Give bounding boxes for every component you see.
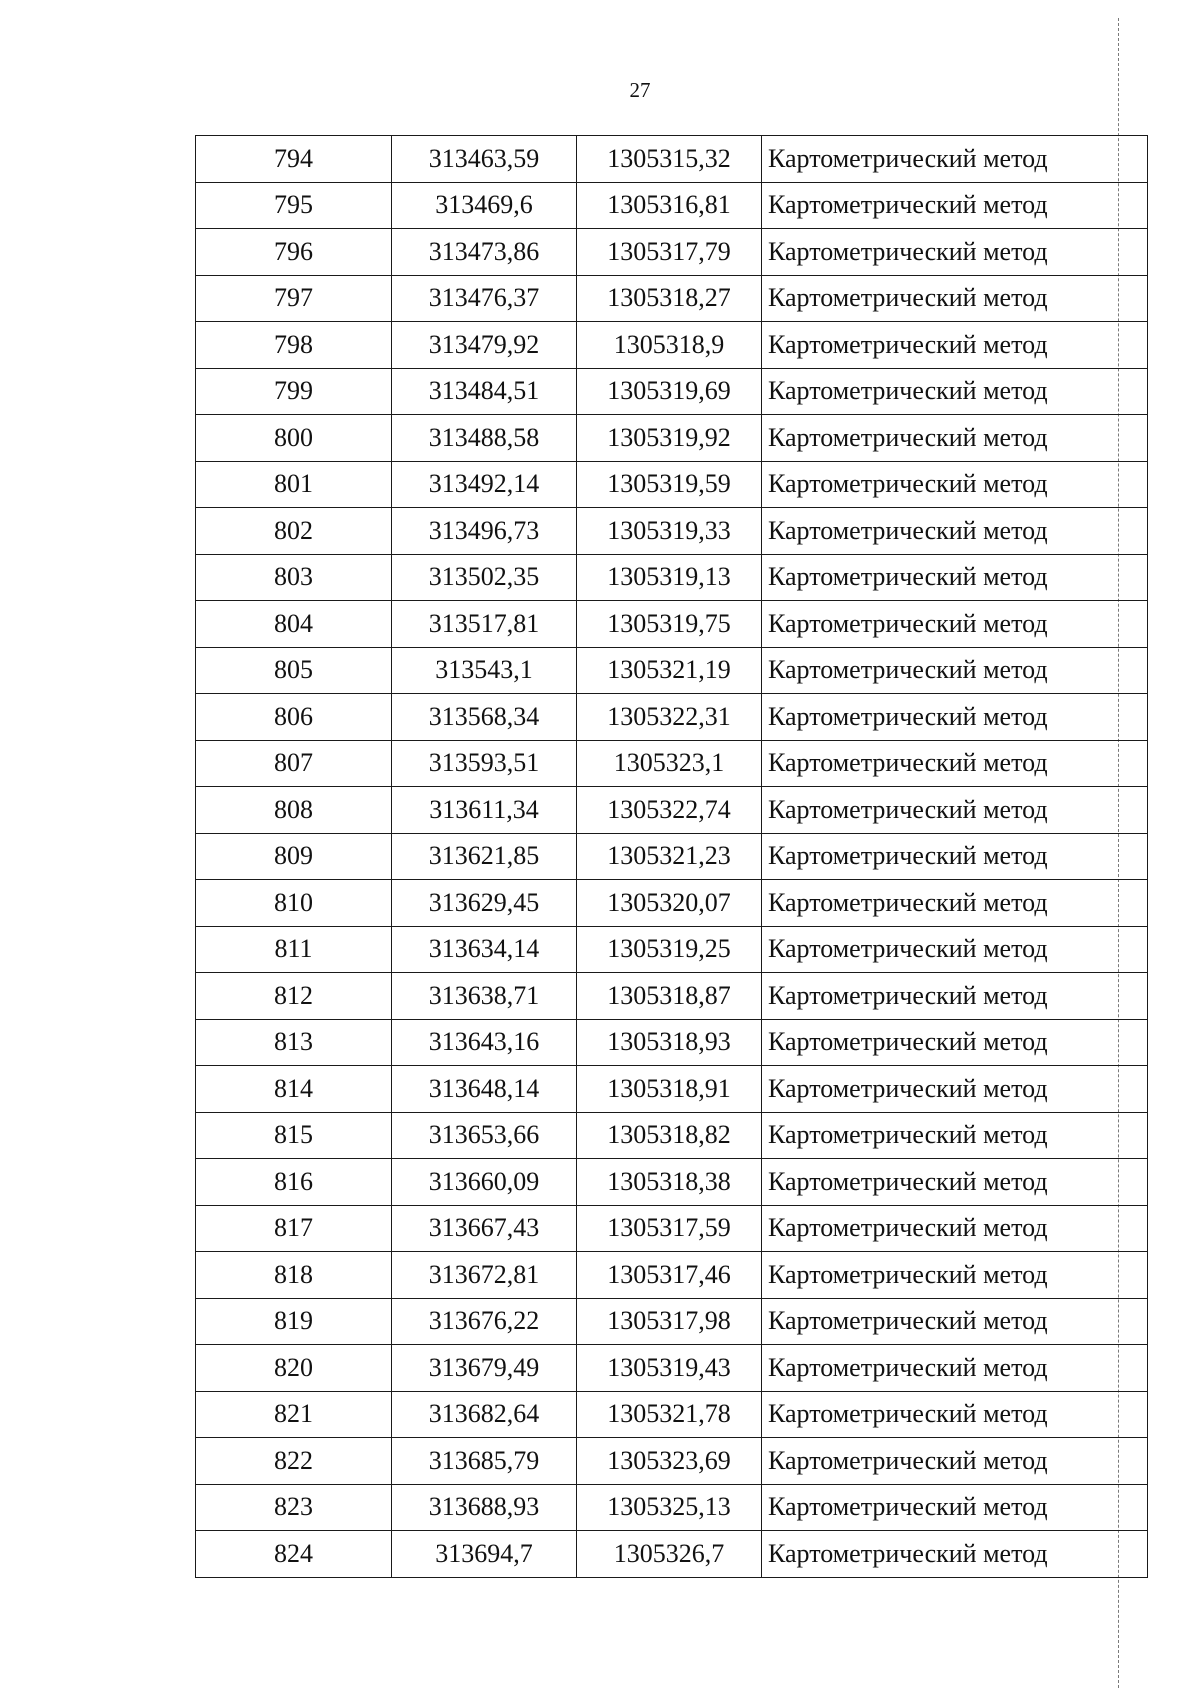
table-row [196, 415, 1148, 462]
table-row [196, 1252, 1148, 1299]
cell-method: Картометрический метод [762, 1205, 1148, 1252]
cell-point-number: 802 [196, 508, 392, 555]
cell-point-number: 798 [196, 322, 392, 369]
cell-coordinate-x: 313479,92 [392, 322, 577, 369]
cell-method: Картометрический метод [762, 1484, 1148, 1531]
cell-coordinate-x: 313682,64 [392, 1391, 577, 1438]
cell-method: Картометрический метод [762, 461, 1148, 508]
cell-point-number: 794 [196, 136, 392, 183]
cell-coordinate-y: 1305319,92 [577, 415, 762, 462]
table-row [196, 694, 1148, 741]
cell-point-number: 795 [196, 182, 392, 229]
cell-coordinate-x: 313667,43 [392, 1205, 577, 1252]
cell-method: Картометрический метод [762, 229, 1148, 276]
cell-method: Картометрический метод [762, 368, 1148, 415]
cell-method: Картометрический метод [762, 1019, 1148, 1066]
page-number: 27 [629, 78, 651, 102]
cell-coordinate-y: 1305319,13 [577, 554, 762, 601]
cell-method: Картометрический метод [762, 136, 1148, 183]
cell-method: Картометрический метод [762, 1438, 1148, 1485]
cell-coordinate-y: 1305319,59 [577, 461, 762, 508]
table-row [196, 322, 1148, 369]
cell-point-number: 817 [196, 1205, 392, 1252]
cell-coordinate-y: 1305321,23 [577, 833, 762, 880]
cell-coordinate-y: 1305319,69 [577, 368, 762, 415]
cell-coordinate-x: 313660,09 [392, 1159, 577, 1206]
cell-method: Картометрический метод [762, 1298, 1148, 1345]
cell-coordinate-x: 313473,86 [392, 229, 577, 276]
cell-point-number: 804 [196, 601, 392, 648]
cell-method: Картометрический метод [762, 1252, 1148, 1299]
cell-point-number: 799 [196, 368, 392, 415]
table-row [196, 601, 1148, 648]
cell-coordinate-y: 1305318,27 [577, 275, 762, 322]
cell-coordinate-y: 1305315,32 [577, 136, 762, 183]
cell-method: Картометрический метод [762, 415, 1148, 462]
cell-coordinate-y: 1305316,81 [577, 182, 762, 229]
cell-coordinate-x: 313694,7 [392, 1531, 577, 1578]
cell-coordinate-y: 1305318,87 [577, 973, 762, 1020]
cell-coordinate-y: 1305319,25 [577, 926, 762, 973]
table-row [196, 182, 1148, 229]
cell-method: Картометрический метод [762, 1531, 1148, 1578]
cell-coordinate-x: 313488,58 [392, 415, 577, 462]
cell-coordinate-y: 1305317,98 [577, 1298, 762, 1345]
table-row [196, 368, 1148, 415]
cell-coordinate-y: 1305317,59 [577, 1205, 762, 1252]
table-row [196, 136, 1148, 183]
cell-method: Картометрический метод [762, 1066, 1148, 1113]
coordinates-table-body [196, 136, 1148, 1578]
table-row [196, 880, 1148, 927]
cell-coordinate-x: 313653,66 [392, 1112, 577, 1159]
cell-method: Картометрический метод [762, 1391, 1148, 1438]
cell-coordinate-y: 1305320,07 [577, 880, 762, 927]
table-row [196, 833, 1148, 880]
cell-method: Картометрический метод [762, 182, 1148, 229]
cell-point-number: 806 [196, 694, 392, 741]
table-row [196, 973, 1148, 1020]
cell-method: Картометрический метод [762, 1112, 1148, 1159]
cell-point-number: 820 [196, 1345, 392, 1392]
cell-coordinate-y: 1305318,82 [577, 1112, 762, 1159]
table-row [196, 275, 1148, 322]
cell-coordinate-x: 313679,49 [392, 1345, 577, 1392]
cell-coordinate-x: 313685,79 [392, 1438, 577, 1485]
cell-method: Картометрический метод [762, 1159, 1148, 1206]
table-row [196, 647, 1148, 694]
cell-point-number: 807 [196, 740, 392, 787]
cell-coordinate-x: 313517,81 [392, 601, 577, 648]
cell-point-number: 823 [196, 1484, 392, 1531]
cell-point-number: 801 [196, 461, 392, 508]
cell-point-number: 809 [196, 833, 392, 880]
table-row [196, 1112, 1148, 1159]
table-row [196, 1531, 1148, 1578]
cell-coordinate-x: 313492,14 [392, 461, 577, 508]
cell-point-number: 822 [196, 1438, 392, 1485]
cell-coordinate-x: 313463,59 [392, 136, 577, 183]
table-row [196, 1019, 1148, 1066]
cell-coordinate-x: 313502,35 [392, 554, 577, 601]
cell-coordinate-y: 1305323,1 [577, 740, 762, 787]
cell-coordinate-y: 1305319,43 [577, 1345, 762, 1392]
cell-method: Картометрический метод [762, 694, 1148, 741]
cell-point-number: 803 [196, 554, 392, 601]
cell-point-number: 814 [196, 1066, 392, 1113]
coordinates-table [195, 135, 1148, 1578]
table-row [196, 229, 1148, 276]
cell-coordinate-y: 1305321,78 [577, 1391, 762, 1438]
cell-point-number: 816 [196, 1159, 392, 1206]
table-row [196, 787, 1148, 834]
cell-method: Картометрический метод [762, 322, 1148, 369]
cell-point-number: 808 [196, 787, 392, 834]
cell-method: Картометрический метод [762, 880, 1148, 927]
cell-coordinate-y: 1305326,7 [577, 1531, 762, 1578]
cell-point-number: 800 [196, 415, 392, 462]
cell-method: Картометрический метод [762, 740, 1148, 787]
cell-coordinate-x: 313484,51 [392, 368, 577, 415]
cell-coordinate-x: 313688,93 [392, 1484, 577, 1531]
cell-coordinate-y: 1305317,46 [577, 1252, 762, 1299]
table-row [196, 508, 1148, 555]
cell-coordinate-y: 1305319,75 [577, 601, 762, 648]
cell-method: Картометрический метод [762, 508, 1148, 555]
cell-point-number: 796 [196, 229, 392, 276]
cell-method: Картометрический метод [762, 973, 1148, 1020]
table-row [196, 926, 1148, 973]
cell-method: Картометрический метод [762, 787, 1148, 834]
cell-method: Картометрический метод [762, 1345, 1148, 1392]
table-row [196, 1484, 1148, 1531]
table-row [196, 1345, 1148, 1392]
cell-coordinate-x: 313476,37 [392, 275, 577, 322]
table-row [196, 1066, 1148, 1113]
cell-method: Картометрический метод [762, 833, 1148, 880]
cell-point-number: 824 [196, 1531, 392, 1578]
table-row [196, 1298, 1148, 1345]
cell-coordinate-y: 1305317,79 [577, 229, 762, 276]
cell-coordinate-x: 313611,34 [392, 787, 577, 834]
cell-coordinate-x: 313568,34 [392, 694, 577, 741]
cell-coordinate-x: 313643,16 [392, 1019, 577, 1066]
cell-coordinate-y: 1305321,19 [577, 647, 762, 694]
cell-coordinate-x: 313593,51 [392, 740, 577, 787]
table-row [196, 554, 1148, 601]
cell-point-number: 805 [196, 647, 392, 694]
cell-point-number: 818 [196, 1252, 392, 1299]
table-row [196, 1438, 1148, 1485]
cell-coordinate-x: 313543,1 [392, 647, 577, 694]
table-row [196, 461, 1148, 508]
cell-coordinate-x: 313648,14 [392, 1066, 577, 1113]
cell-coordinate-y: 1305318,93 [577, 1019, 762, 1066]
cell-coordinate-x: 313496,73 [392, 508, 577, 555]
cell-coordinate-y: 1305322,31 [577, 694, 762, 741]
table-row [196, 740, 1148, 787]
cell-method: Картометрический метод [762, 554, 1148, 601]
cell-point-number: 811 [196, 926, 392, 973]
cell-coordinate-y: 1305323,69 [577, 1438, 762, 1485]
cell-point-number: 815 [196, 1112, 392, 1159]
cell-point-number: 819 [196, 1298, 392, 1345]
cell-coordinate-y: 1305322,74 [577, 787, 762, 834]
cell-coordinate-y: 1305318,9 [577, 322, 762, 369]
table-row [196, 1159, 1148, 1206]
table-row [196, 1205, 1148, 1252]
cell-coordinate-x: 313676,22 [392, 1298, 577, 1345]
cell-point-number: 797 [196, 275, 392, 322]
cell-coordinate-y: 1305319,33 [577, 508, 762, 555]
cell-method: Картометрический метод [762, 926, 1148, 973]
cell-coordinate-x: 313638,71 [392, 973, 577, 1020]
table-row [196, 1391, 1148, 1438]
cell-method: Картометрический метод [762, 601, 1148, 648]
cell-point-number: 812 [196, 973, 392, 1020]
cell-method: Картометрический метод [762, 275, 1148, 322]
cell-point-number: 813 [196, 1019, 392, 1066]
cell-coordinate-x: 313621,85 [392, 833, 577, 880]
cell-method: Картометрический метод [762, 647, 1148, 694]
cell-coordinate-x: 313634,14 [392, 926, 577, 973]
cell-coordinate-x: 313672,81 [392, 1252, 577, 1299]
cell-point-number: 810 [196, 880, 392, 927]
cell-coordinate-y: 1305325,13 [577, 1484, 762, 1531]
cell-coordinate-y: 1305318,91 [577, 1066, 762, 1113]
cell-point-number: 821 [196, 1391, 392, 1438]
cell-coordinate-y: 1305318,38 [577, 1159, 762, 1206]
cell-coordinate-x: 313469,6 [392, 182, 577, 229]
cell-coordinate-x: 313629,45 [392, 880, 577, 927]
